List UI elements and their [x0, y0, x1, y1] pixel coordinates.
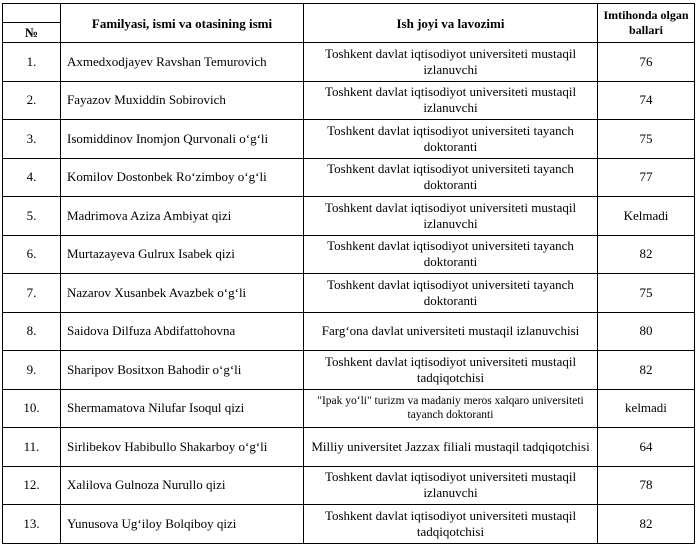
- row-score: 77: [598, 158, 695, 197]
- row-number: 3.: [3, 120, 61, 159]
- table-row: [3, 235, 695, 274]
- row-workplace: Toshkent davlat iqtisodiyot universiteti tayanch doktoranti: [304, 158, 598, 197]
- row-score: 76: [598, 43, 695, 82]
- row-full-name: Madrimova Aziza Ambiyat qizi: [61, 197, 304, 236]
- table-header-row: [3, 4, 695, 43]
- row-score: Kelmadi: [598, 197, 695, 236]
- row-workplace: Toshkent davlat iqtisodiyot universiteti tayanch doktoranti: [304, 274, 598, 313]
- row-workplace: Toshkent davlat iqtisodiyot universiteti tayanch doktoranti: [304, 120, 598, 159]
- row-full-name: Axmedxodjayev Ravshan Temurovich: [61, 43, 304, 82]
- row-workplace: Milliy universitet Jazzax filiali mustaqil tadqiqotchisi: [304, 428, 598, 467]
- row-score: 74: [598, 81, 695, 120]
- row-workplace: Farg‘ona davlat universiteti mustaqil izlanuvchisi: [304, 312, 598, 351]
- header-work: Ish joyi va lavozimi: [304, 4, 598, 43]
- row-workplace: "Ipak yo‘li" turizm va madaniy meros xalqaro universiteti tayanch doktoranti: [304, 389, 598, 428]
- table-row: [3, 120, 695, 159]
- table-row: [3, 428, 695, 467]
- row-score: 80: [598, 312, 695, 351]
- row-full-name: Sirlibekov Habibullo Shakarboy o‘g‘li: [61, 428, 304, 467]
- row-number: 6.: [3, 235, 61, 274]
- header-score: Imtihonda olgan ballari: [598, 4, 695, 43]
- row-score: 64: [598, 428, 695, 467]
- row-workplace: Toshkent davlat iqtisodiyot universiteti mustaqil tadqiqotchisi: [304, 351, 598, 390]
- table-row: [3, 351, 695, 390]
- row-score: kelmadi: [598, 389, 695, 428]
- table-row: [3, 466, 695, 505]
- row-number: 9.: [3, 351, 61, 390]
- row-number: 8.: [3, 312, 61, 351]
- row-full-name: Isomiddinov Inomjon Qurvonali o‘g‘li: [61, 120, 304, 159]
- row-number: 2.: [3, 81, 61, 120]
- row-score: 78: [598, 466, 695, 505]
- row-number: 12.: [3, 466, 61, 505]
- row-full-name: Nazarov Xusanbek Avazbek o‘g‘li: [61, 274, 304, 313]
- row-full-name: Xalilova Gulnoza Nurullo qizi: [61, 466, 304, 505]
- table-row: [3, 81, 695, 120]
- row-workplace: Toshkent davlat iqtisodiyot universiteti mustaqil izlanuvchi: [304, 81, 598, 120]
- table-body: [3, 43, 695, 544]
- row-workplace: Toshkent davlat iqtisodiyot universiteti mustaqil izlanuvchi: [304, 43, 598, 82]
- row-score: 75: [598, 274, 695, 313]
- row-full-name: Shermamatova Nilufar Isoqul qizi: [61, 389, 304, 428]
- row-number: 1.: [3, 43, 61, 82]
- table-row: [3, 197, 695, 236]
- row-score: 82: [598, 235, 695, 274]
- row-full-name: Yunusova Ug‘iloy Bolqiboy qizi: [61, 505, 304, 544]
- row-number: 13.: [3, 505, 61, 544]
- row-number: 5.: [3, 197, 61, 236]
- row-score: 82: [598, 351, 695, 390]
- header-number: [3, 4, 61, 43]
- row-number: 7.: [3, 274, 61, 313]
- row-number: 10.: [3, 389, 61, 428]
- header-number-top-cell: [3, 4, 60, 23]
- row-score: 75: [598, 120, 695, 159]
- row-full-name: Murtazayeva Gulrux Isabek qizi: [61, 235, 304, 274]
- table-row: [3, 505, 695, 544]
- table-row: [3, 312, 695, 351]
- results-table: [2, 3, 695, 544]
- table-row: [3, 274, 695, 313]
- row-number: 11.: [3, 428, 61, 467]
- row-full-name: Fayazov Muxiddin Sobirovich: [61, 81, 304, 120]
- row-workplace: Toshkent davlat iqtisodiyot universiteti mustaqil tadqiqotchisi: [304, 505, 598, 544]
- row-workplace: Toshkent davlat iqtisodiyot universiteti mustaqil izlanuvchi: [304, 197, 598, 236]
- row-full-name: Komilov Dostonbek Ro‘zimboy o‘g‘li: [61, 158, 304, 197]
- table-row: [3, 158, 695, 197]
- row-workplace: Toshkent davlat iqtisodiyot universiteti mustaqil izlanuvchi: [304, 466, 598, 505]
- row-full-name: Saidova Dilfuza Abdifattohovna: [61, 312, 304, 351]
- results-table-wrapper: [2, 3, 694, 544]
- row-score: 82: [598, 505, 695, 544]
- row-number: 4.: [3, 158, 61, 197]
- header-name: Familyasi, ismi va otasining ismi: [61, 4, 304, 43]
- table-row: [3, 389, 695, 428]
- table-row: [3, 43, 695, 82]
- row-workplace: Toshkent davlat iqtisodiyot universiteti tayanch doktoranti: [304, 235, 598, 274]
- row-full-name: Sharipov Bositxon Bahodir o‘g‘li: [61, 351, 304, 390]
- header-number-label: №: [24, 25, 39, 40]
